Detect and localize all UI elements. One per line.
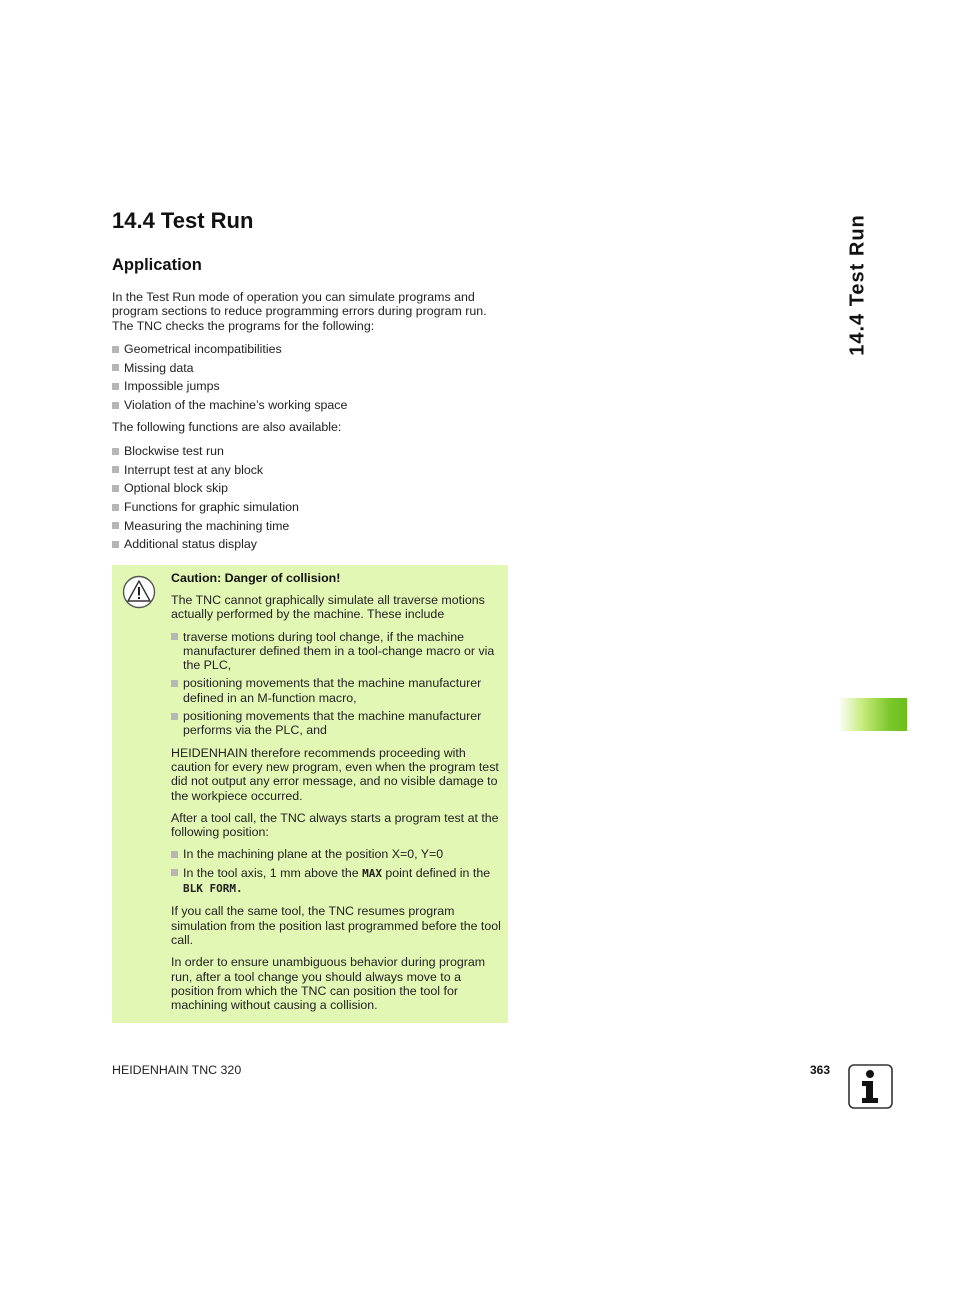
caution-box bbox=[112, 565, 508, 1023]
caution-paragraph: HEIDENHAIN therefore recommends proceeding with caution for every new program, even when the program test did not output any error message, and no visible damage to the workpiece occurred. bbox=[171, 745, 499, 803]
code-blk-form: BLK FORM bbox=[183, 882, 236, 896]
caution-list bbox=[171, 630, 501, 738]
caution-content bbox=[171, 571, 501, 1020]
footer-product: HEIDENHAIN TNC 320 bbox=[112, 1063, 242, 1077]
position-list bbox=[171, 847, 501, 896]
list-item: Impossible jumps bbox=[112, 379, 508, 393]
page-title: 14.4 Test Run bbox=[112, 208, 254, 233]
list-item: Functions for graphic simulation bbox=[112, 500, 508, 514]
list-item: traverse motions during tool change, if the machine manufacturer defined them in a tool-change macro or via the PLC, bbox=[171, 630, 501, 673]
caution-paragraph: In order to ensure unambiguous behavior during program run, after a tool change you should always move to a position from which the TNC can position the tool for machining without causing a collision. bbox=[171, 955, 486, 1013]
list-item: Violation of the machine’s working space bbox=[112, 398, 508, 412]
list-item: Measuring the machining time bbox=[112, 519, 508, 533]
list-item: positioning movements that the machine manufacturer performs via the PLC, and bbox=[171, 709, 501, 738]
text-fragment: . bbox=[235, 882, 243, 896]
list-item: Additional status display bbox=[112, 537, 508, 551]
side-heading bbox=[838, 215, 878, 355]
info-icon bbox=[848, 1064, 893, 1109]
section-title: Application bbox=[112, 256, 202, 274]
list-item: Interrupt test at any block bbox=[112, 463, 508, 477]
checks-list bbox=[112, 342, 508, 417]
text-fragment: In the tool axis, 1 mm above the bbox=[183, 865, 363, 880]
side-heading-text: 14.4 Test Run bbox=[846, 214, 869, 356]
functions-list bbox=[112, 444, 508, 556]
list-item: In the machining plane at the position X=0, Y=0 bbox=[171, 847, 501, 861]
list-item: positioning movements that the machine manufacturer defined in an M-function macro, bbox=[171, 676, 501, 705]
list-item: Geometrical incompatibilities bbox=[112, 342, 508, 356]
functions-intro: The following functions are also available: bbox=[112, 420, 342, 434]
caution-paragraph: After a tool call, the TNC always starts a program test at the following position: bbox=[171, 810, 499, 840]
list-item: Optional block skip bbox=[112, 481, 508, 495]
list-item bbox=[171, 866, 501, 897]
text-fragment: point defined in the bbox=[381, 865, 491, 880]
caution-paragraph: The TNC cannot graphically simulate all traverse motions actually performed by the machine. These include bbox=[171, 593, 485, 622]
list-item: Blockwise test run bbox=[112, 444, 508, 458]
caution-title: Caution: Danger of collision! bbox=[171, 571, 341, 585]
warning-triangle-icon bbox=[122, 575, 156, 609]
page-number: 363 bbox=[809, 1063, 830, 1077]
caution-paragraph: If you call the same tool, the TNC resumes program simulation from the position last programmed before the tool call. bbox=[171, 904, 501, 947]
chapter-tab bbox=[838, 698, 907, 731]
code-max: MAX bbox=[362, 866, 382, 880]
intro-paragraph: In the Test Run mode of operation you can simulate programs and program sections to reduce programming errors during program run. The TNC checks the programs for the following: bbox=[112, 290, 487, 333]
list-item: Missing data bbox=[112, 361, 508, 375]
